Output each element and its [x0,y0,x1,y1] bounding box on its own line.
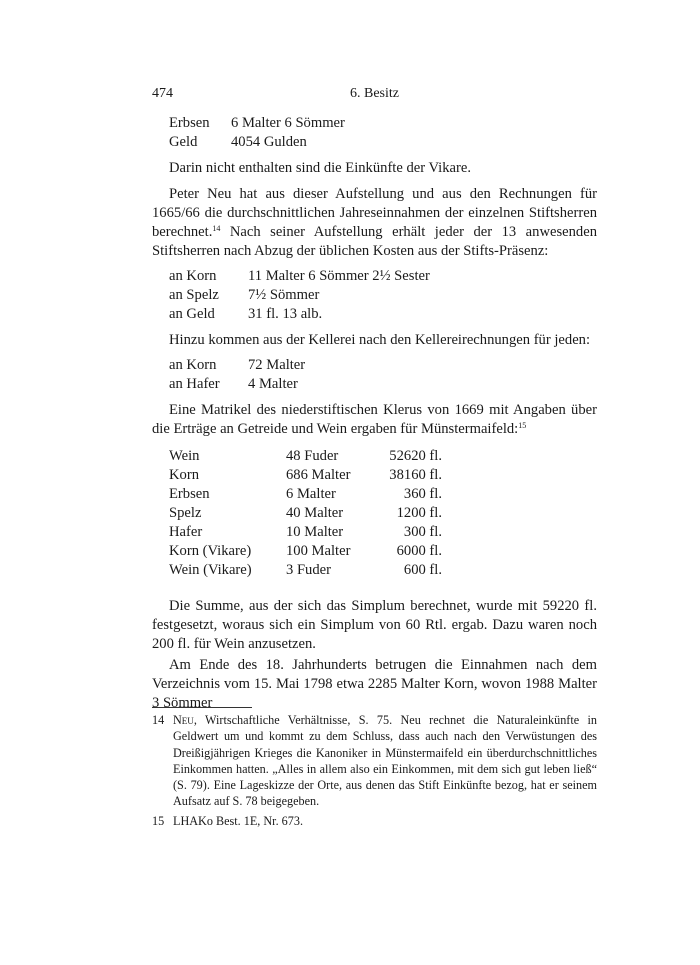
footnote-number: 15 [152,813,165,828]
table-cell-value: 6000 fl. [396,543,442,559]
list-item-value: 6 Malter 6 Sömmer [231,115,345,131]
list-item [169,133,597,152]
list-item [169,114,597,133]
list-item-label: Erbsen [169,115,210,131]
list-item-label: Geld [169,134,198,150]
list-item-value: 4054 Gulden [231,134,307,150]
list-item-label: an Spelz [169,287,219,303]
table-cell-item: Korn (Vikare) [169,543,252,559]
table-cell-quantity: 686 Malter [286,467,351,483]
list-item-label: an Geld [169,306,215,322]
running-header [152,86,597,104]
list-item-value: 7½ Sömmer [248,287,320,303]
table-cell-quantity: 10 Malter [286,524,344,540]
table-cell-value: 38160 fl. [389,467,442,483]
list-item-label: an Hafer [169,376,220,392]
paragraph-text: Eine Matrikel des niederstiftischen Klerus von 1669 mit Angaben über die Erträge an Getreide und Wein ergaben für Münstermaifeld: [152,402,597,437]
presence-list [152,267,597,324]
footnote-text [173,813,597,829]
footnote-number: 14 [152,713,165,727]
table-cell-quantity: 40 Malter [286,505,344,521]
footnote-author: Neu [173,713,194,727]
list-item-label: an Korn [169,357,217,373]
list-item-value: 4 Malter [248,376,298,392]
table-cell-item: Wein [169,448,200,464]
list-item [169,267,597,286]
footnote-ref-14: 14 [212,224,221,233]
table-cell-value: 1200 fl. [396,505,442,521]
table-cell-value: 600 fl. [403,562,442,578]
table-row [169,504,442,523]
table-cell-quantity: 6 Malter [286,486,336,502]
footnote-15 [152,813,597,829]
running-title: 6. Besitz [350,86,399,101]
footnote-body: LHAKo Best. 1E, Nr. 673. [173,813,303,828]
cellar-list [152,356,597,394]
paragraph-vikare: Darin nicht enthalten sind die Einkünfte der Vikare. [169,160,471,176]
table-row [169,542,442,561]
table-cell-quantity: 3 Fuder [286,562,331,578]
paragraph-kellerei: Hinzu kommen aus der Kellerei nach den Kellereirechnungen für jeden: [169,332,591,348]
paragraph-18th-century: Am Ende des 18. Jahrhunderts betrugen die Einnahmen nach dem Verzeichnis vom 15. Mai 1798 etwa 2285 Malter Korn, wovon 1988 Malter 3 Sömmer [152,657,597,711]
list-item-label: an Korn [169,268,217,284]
table-cell-item: Hafer [169,524,203,540]
table-row [169,485,442,504]
paragraph-text: Nach seiner Aufstellung erhält jeder der 13 anwesenden Stiftsherren nach Abzug der üblichen Kosten aus der Stifts-Präsenz: [152,224,597,259]
table-row [169,523,442,542]
table-cell-value: 300 fl. [403,524,442,540]
table-row [169,447,442,466]
table-cell-value: 52620 fl. [389,448,442,464]
paragraph-text: Peter Neu hat aus dieser Aufstellung und aus den Rechnungen für 1665/66 die durchschnittlichen Jahreseinnahmen der einzelnen Stiftsherren berechnet. [152,186,597,240]
matrikel-table [169,447,442,580]
paragraph-simplum: Die Summe, aus der sich das Simplum berechnet, wurde mit 59220 fl. festgesetzt, woraus sich ein Simplum von 60 Rtl. ergab. Dazu waren noch 200 fl. für Wein anzusetzen. [152,598,597,652]
list-item-value: 72 Malter [248,357,306,373]
footnotes [152,712,597,829]
income-list [152,114,597,152]
paragraph-neu [152,185,597,261]
list-item-value: 31 fl. 13 alb. [248,306,323,322]
list-item [169,356,597,375]
table-cell-item: Korn [169,467,199,483]
main-text [152,114,597,713]
footnote-rule [152,707,252,708]
list-item [169,305,597,324]
footnote-ref-15: 15 [518,421,527,430]
footnote-body: , Wirtschaftliche Verhältnisse, S. 75. Neu rechnet die Naturaleinkünfte in Geldwert um und kommt zu dem Schluss, dass auch nach den Verwüstungen des Dreißigjährigen Krieges die Kanoniker in Münstermaifeld ein überdurchschnittliches Einkommen hatten. „Alles in allem also ein Einkommen, mit dem sich gut leben ließ“ (S. 79). Eine Lageskizze der Orte, aus denen das Stift Einkünfte bezog, hat er seinem Aufsatz auf S. 78 beigegeben. [173,713,597,809]
list-item-value: 11 Malter 6 Sömmer 2½ Sester [248,268,430,284]
footnote-14 [152,712,597,810]
list-item [169,286,597,305]
list-item [169,375,597,394]
table-cell-value: 360 fl. [403,486,442,502]
table-cell-item: Wein (Vikare) [169,562,252,578]
table-cell-item: Erbsen [169,486,210,502]
table-row [169,561,442,580]
page-number: 474 [152,86,173,101]
table-cell-quantity: 48 Fuder [286,448,339,464]
table-cell-item: Spelz [169,505,202,521]
footnote-text [173,712,597,810]
table-row [169,466,442,485]
paragraph-matrikel [152,401,597,439]
table-cell-quantity: 100 Malter [286,543,351,559]
